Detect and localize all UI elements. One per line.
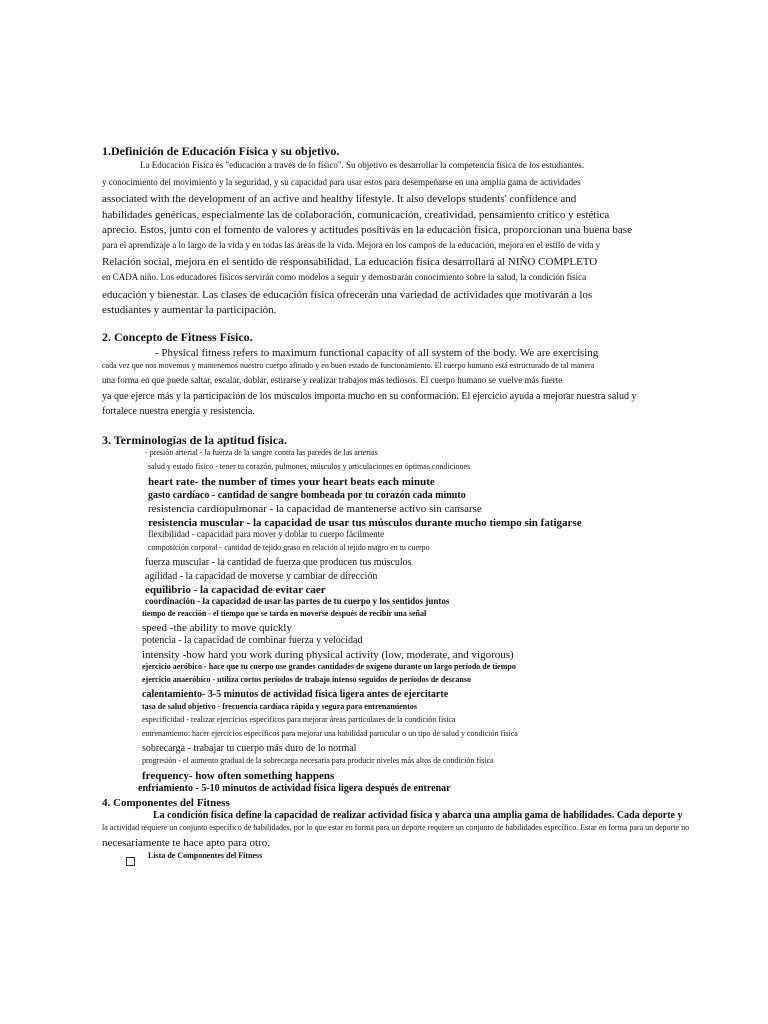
s4-line-3: necesariamente te hace apto para otro.: [102, 837, 270, 849]
term-coordinacion: coordinación - la capacidad de usar las partes de tu cuerpo y los sentidos juntos: [145, 596, 450, 606]
term-tasa-salud-objetivo: tasa de salud objetivo - frecuencia cardíaca rápida y segura para entrenamientos: [142, 702, 418, 711]
s1-line-8: en CADA niño. Los educadores físicos servirán como modelos a seguir y demostrarán conocimiento sobre la salud, la condición física: [102, 272, 587, 282]
term-heart-rate: heart rate- the number of times your heart beats each minute: [148, 476, 435, 488]
term-enfriamiento: enfriamiento - 5-10 minutos de actividad física ligera después de entrenar: [138, 783, 451, 794]
s1-line-4: habilidades genéricas, especialmente las de colaboración, comunicación, creatividad, pensamiento crítico y estética: [102, 209, 610, 221]
term-resistencia-cardiopulmonar: resistencia cardiopulmonar - la capacidad de mantenerse activo sin cansarse: [148, 503, 482, 515]
section-1-title: 1.Definición de Educación Física y su objetivo.: [102, 144, 340, 158]
s1-line-6: para el aprendizaje a lo largo de la vida y en todas las áreas de la vida. Mejora en los campos de la educación, mejora en el estilo de vida y: [102, 240, 601, 250]
s1-line-9: educación y bienestar. Las clases de educación física ofrecerán una variedad de actividades que motivarán a los: [102, 289, 593, 301]
term-speed: speed -the ability to move quickly: [142, 622, 292, 634]
section-4-title: 4. Componentes del Fitness: [102, 797, 230, 809]
term-equilibrio: equilibrio - la capacidad de evitar caer: [145, 584, 326, 596]
term-presion-arterial: - presión arterial - la fuerza de la sangre contra las paredes de las arterias: [145, 448, 378, 457]
term-tiempo-reaccion: tiempo de reacción - el tiempo que se tarda en moverse después de recibir una señal: [142, 609, 427, 618]
s1-line-7: Relación social, mejora en el sentido de responsabilidad. La educación física desarrollará al NIÑO COMPLETO: [102, 256, 598, 268]
term-agilidad: agilidad - la capacidad de moverse y cambiar de dirección: [145, 571, 378, 582]
s4-line-1: La condición física define la capacidad de realizar actividad física y abarca una amplia gama de habilidades. Cada deporte y: [153, 810, 683, 821]
term-resistencia-muscular: resistencia muscular - la capacidad de usar tus músculos durante mucho tiempo sin fatigarse: [148, 517, 582, 529]
section-2-title: 2. Concepto de Fitness Físico.: [102, 330, 253, 344]
term-sobrecarga: sobrecarga - trabajar tu cuerpo más duro de lo normal: [142, 743, 357, 754]
term-potencia: potencia - la capacidad de combinar fuerza y velocidad: [142, 635, 363, 646]
term-progresion: progresión - el aumento gradual de la sobrecarga necesaria para producir niveles más altos de condición física: [142, 756, 494, 765]
s4-line-2: la actividad requiere un conjunto específico de habilidades, por lo que estar en forma para un deporte requiere un conjunto de habilidades específico. Estar en forma para un deporte no: [102, 823, 690, 832]
term-ejercicio-aerobico: ejercicio aeróbico - hace que tu cuerpo use grandes cantidades de oxígeno durante un largo período de tiempo: [142, 662, 516, 671]
s2-line-1: - Physical fitness refers to maximum functional capacity of all system of the body. We are exercising: [155, 347, 599, 359]
term-composicion-corporal: composición corporal - cantidad de tejido graso en relación al tejido magro en tu cuerpo: [148, 543, 430, 552]
term-calentamiento: calentamiento- 3-5 minutos de actividad física ligera antes de ejercitarte: [142, 689, 449, 700]
s1-line-3: associated with the development of an active and healthy lifestyle. It also develops students' confidence and: [102, 193, 577, 205]
term-ejercicio-anaerobico: ejercicio anaeróbico - utiliza cortos períodos de trabajo intenso seguidos de períodos de descanso: [142, 675, 471, 684]
s2-line-5: fortalece nuestra energía y resistencia.: [102, 406, 255, 417]
components-list-title: Lista de Componentes del Fitness: [148, 851, 263, 860]
s2-line-4: ya que ejerce más y la participación de los músculos importa mucho en su conformación. El ejercicio ayuda a mejorar nuestra salud y: [102, 391, 637, 402]
term-salud-estado-fisico: salud y estado físico - tener tu corazón, pulmones, músculos y articulaciones en óptimas condiciones: [148, 462, 471, 471]
term-gasto-cardiaco: gasto cardíaco - cantidad de sangre bombeada por tu corazón cada minuto: [148, 490, 466, 501]
s2-line-3: una forma en que puede saltar, escalar, doblar, estirarse y realizar trabajos más tediosos. El cuerpo humano se vuelve más fuerte: [102, 375, 563, 385]
s2-line-2: cada vez que nos movemos y mantenemos nuestro cuerpo afinado y en buen estado de funcionamiento. El cuerpo humano está estructurado de tal manera: [102, 361, 595, 370]
term-flexibilidad: flexibilidad - capacidad para mover y doblar tu cuerpo fácilmente: [148, 529, 385, 539]
s1-line-5: aprecio. Estos, junto con el fomento de valores y actitudes positivas en la educación física, proporcionan una buena base: [102, 224, 632, 236]
checkbox-bullet-icon: [126, 852, 135, 870]
term-intensity: intensity -how hard you work during physical activity (low, moderate, and vigorous): [142, 649, 514, 661]
term-entrenamiento: entrenamiento: hacer ejercicios específicos para mejorar una habilidad particular o un tipo de salud y condición física: [142, 729, 518, 738]
section-3-title: 3. Terminologías de la aptitud física.: [102, 433, 288, 447]
term-especificidad: especificidad - realizar ejercicios específicos para mejorar áreas particulares de la condición física: [142, 715, 456, 724]
s1-line-1: La Educación Física es "educación a través de lo físico". Su objetivo es desarrollar la competencia física de los estudiantes.: [140, 160, 584, 170]
s1-line-2: y conocimiento del movimiento y la seguridad, y su capacidad para usar estos para desempeñarse en una amplia gama de actividades: [102, 177, 581, 187]
s1-line-10: estudiantes y aumentar la participación.: [102, 304, 277, 316]
term-frequency: frequency- how often something happens: [142, 770, 335, 782]
term-fuerza-muscular: fuerza muscular - la cantidad de fuerza que producen tus músculos: [145, 557, 412, 568]
